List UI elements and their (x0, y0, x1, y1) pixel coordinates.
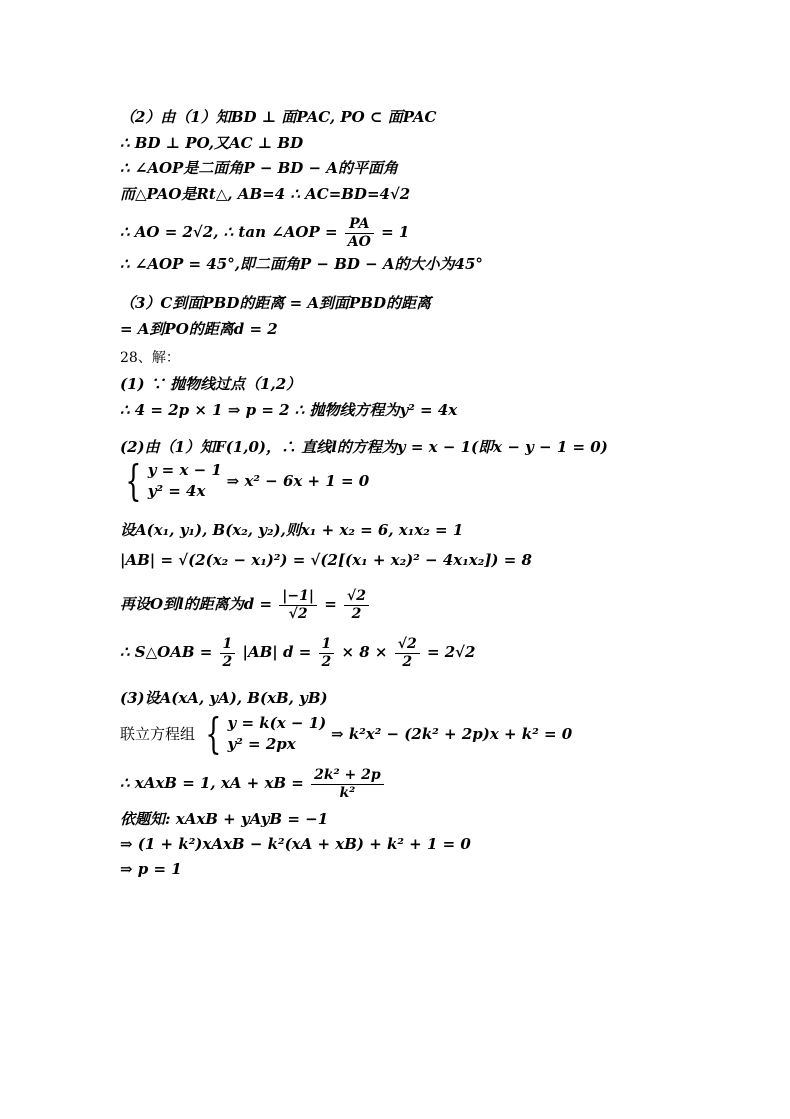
text-line: 设A(x₁, y₁), B(x₂, y₂),则x₁ + x₂ = 6, x₁x₂ = 1 (120, 521, 464, 539)
text-segment: 再设O到l的距离为d = (120, 595, 273, 613)
fraction-denominator: √2 (288, 605, 308, 622)
system-equations (228, 713, 327, 755)
text-segment: = 1 (381, 223, 410, 241)
fraction (395, 636, 420, 671)
formula-line (120, 584, 371, 624)
fraction (319, 636, 335, 671)
fraction-numerator: PA (345, 216, 374, 234)
text-segment: ∴ S△OAB = (120, 643, 213, 661)
fraction-numerator: 2k² + 2p (311, 767, 384, 785)
text-segment: ∴ AO = 2√2, ∴ tan ∠AOP = (120, 223, 338, 241)
text-line: (2)由（1）知F(1,0)，∴ 直线l的方程为y = x − 1(即x − y − 1 = 0) (120, 438, 608, 456)
text-segment: = 2√2 (426, 643, 476, 661)
system-row: y = x − 1 (147, 461, 222, 479)
fraction-numerator: |−1| (279, 588, 317, 606)
fraction-denominator: k² (339, 784, 356, 801)
text-line: (3)设A(xA, yA), B(xB, yB) (120, 689, 328, 707)
text-segment: = (324, 595, 337, 613)
fraction (344, 588, 369, 623)
brace-symbol: { (205, 709, 222, 758)
text-line: = A到PO的距离d = 2 (120, 320, 278, 338)
formula-line (120, 763, 386, 803)
fraction (220, 636, 236, 671)
formula-line (120, 632, 475, 672)
text-line: 依题知: xAxB + yAyB = −1 (120, 810, 329, 828)
fraction-denominator: 2 (351, 605, 362, 622)
fraction-denominator: AO (347, 233, 371, 250)
text-line: 28、解： (120, 350, 180, 366)
text-line: 而△PAO是Rt△, AB=4 ∴ AC=BD=4√2 (120, 185, 411, 203)
fraction-numerator: 1 (319, 636, 335, 654)
text-segment: × 8 × (341, 643, 388, 661)
fraction-denominator: 2 (222, 653, 233, 670)
equation-system (120, 709, 573, 758)
text-line: ∴ 4 = 2p × 1 ⇒ p = 2 ∴ 抛物线方程为y² = 4x (120, 401, 458, 419)
system-equations (148, 460, 222, 502)
fraction-denominator: 2 (402, 653, 413, 670)
brace-symbol: { (125, 456, 142, 505)
fraction-denominator: 2 (321, 653, 332, 670)
text-segment: 联立方程组 (120, 725, 196, 743)
fraction (279, 588, 317, 623)
fraction (311, 767, 384, 802)
text-segment: ⇒ x² − 6x + 1 = 0 (226, 472, 370, 490)
text-line: ⇒ p = 1 (120, 860, 182, 878)
formula-line (120, 212, 409, 252)
equation-system (120, 456, 370, 505)
text-line: (1) ∵ 抛物线过点（1,2） (120, 375, 302, 393)
text-segment: ⇒ k²x² − (2k² + 2p)x + k² = 0 (331, 725, 573, 743)
text-line: ⇒ (1 + k²)xAxB − k²(xA + xB) + k² + 1 = 0 (120, 835, 471, 853)
fraction-numerator: 1 (220, 636, 236, 654)
text-line: |AB| = √(2(x₂ − x₁)²) = √(2[(x₁ + x₂)² − 4x₁x₂]) = 8 (120, 551, 532, 569)
system-row: y² = 4x (147, 482, 206, 500)
text-line: （3）C到面PBD的距离 = A到面PBD的距离 (120, 294, 431, 312)
text-line: ∴ ∠AOP是二面角P − BD − A的平面角 (120, 159, 398, 177)
fraction (345, 216, 374, 251)
text-line: （2）由（1）知BD ⊥ 面PAC, PO ⊂ 面PAC (120, 108, 437, 126)
text-line: ∴ ∠AOP = 45°,即二面角P − BD − A的大小为45° (120, 255, 483, 273)
text-segment: |AB| d = (242, 643, 312, 661)
system-row: y = k(x − 1) (227, 714, 327, 732)
system-row: y² = 2px (227, 735, 296, 753)
text-segment: ∴ xAxB = 1, xA + xB = (120, 774, 304, 792)
text-line: ∴ BD ⊥ PO,又AC ⊥ BD (120, 134, 304, 152)
fraction-numerator: √2 (344, 588, 369, 606)
fraction-numerator: √2 (395, 636, 420, 654)
